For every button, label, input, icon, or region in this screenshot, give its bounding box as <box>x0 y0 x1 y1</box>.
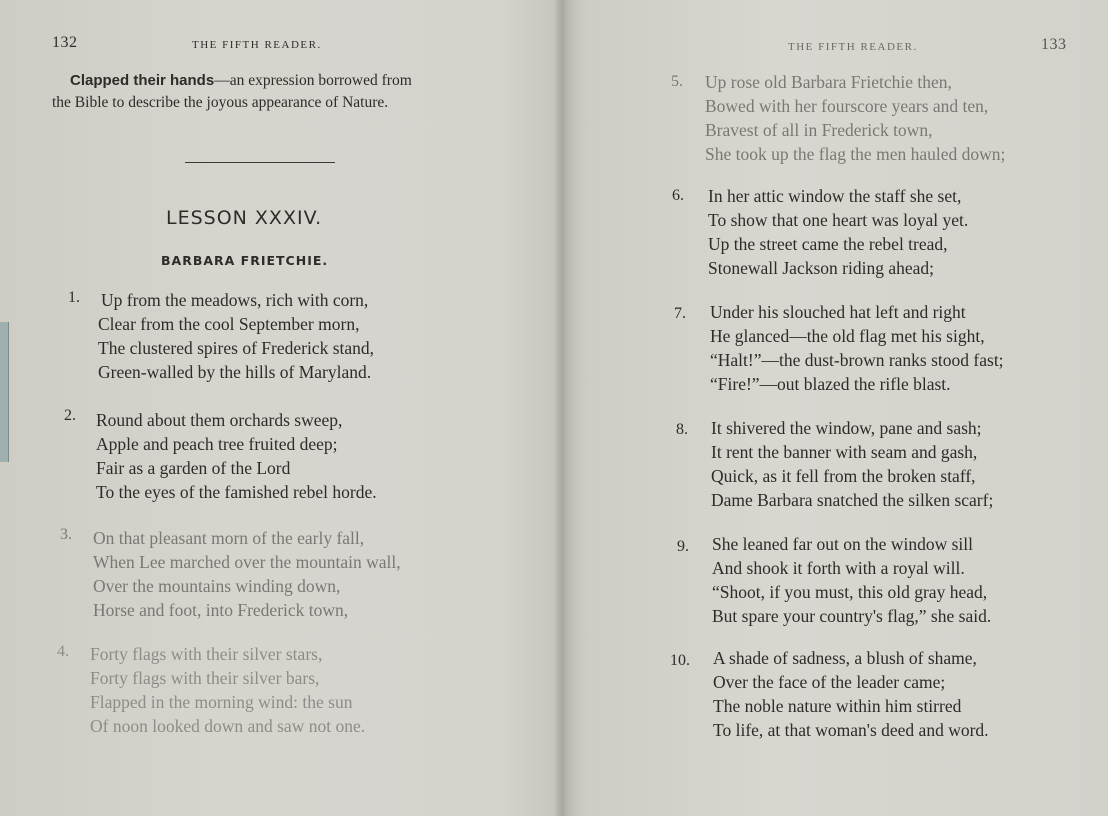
stanza <box>705 70 1005 166</box>
verse-line: Under his slouched hat left and right <box>710 302 966 322</box>
footnote-line <box>52 70 492 92</box>
stanza <box>98 288 374 384</box>
right-page <box>575 0 1108 816</box>
verse-line: Up from the meadows, rich with corn, <box>101 290 369 310</box>
stanza-number: 7. <box>674 305 686 322</box>
verse-line: When Lee marched over the mountain wall, <box>93 552 401 572</box>
verse-line: In her attic window the staff she set, <box>708 186 962 206</box>
verse-line: A shade of sadness, a blush of shame, <box>713 648 977 668</box>
verse-line: Forty flags with their silver stars, <box>90 644 323 664</box>
verse-line: Horse and foot, into Frederick town, <box>93 600 349 620</box>
verse-line: Stonewall Jackson riding ahead; <box>708 258 934 278</box>
verse-line: Apple and peach tree fruited deep; <box>96 434 338 454</box>
verse-line: Fair as a garden of the Lord <box>96 458 291 478</box>
verse-line: The clustered spires of Frederick stand, <box>98 338 375 358</box>
verse-line: She leaned far out on the window sill <box>712 534 973 554</box>
verse-line: Clear from the cool September morn, <box>98 314 360 334</box>
verse-line: Forty flags with their silver bars, <box>90 668 320 688</box>
verse-line: Up the street came the rebel tread, <box>708 234 948 254</box>
verse-line: “Fire!”—out blazed the rifle blast. <box>710 374 951 394</box>
verse-line: He glanced—the old flag met his sight, <box>710 326 985 346</box>
verse-line: Of noon looked down and saw not one. <box>90 716 366 736</box>
stanza <box>711 416 993 512</box>
stanza <box>708 184 968 280</box>
verse-line: Bowed with her fourscore years and ten, <box>705 96 989 116</box>
verse-line: Over the face of the leader came; <box>713 672 946 692</box>
verse-line: Dame Barbara snatched the silken scarf; <box>711 490 994 510</box>
stanza <box>712 532 991 628</box>
verse-line: Green-walled by the hills of Maryland. <box>98 362 372 382</box>
footnote-term: Clapped their hands <box>70 72 215 89</box>
book-gutter <box>553 0 575 816</box>
running-head: THE FIFTH READER. <box>192 39 322 51</box>
verse-line: Over the mountains winding down, <box>93 576 341 596</box>
running-head: THE FIFTH READER. <box>788 41 918 53</box>
verse-line: Up rose old Barbara Frietchie then, <box>705 72 952 92</box>
stanza-number: 4. <box>57 643 69 660</box>
stanza-number: 9. <box>677 538 689 555</box>
stanza-number: 10. <box>670 652 690 669</box>
stanza <box>93 526 401 622</box>
verse-line: “Shoot, if you must, this old gray head, <box>712 582 988 602</box>
lesson-heading: LESSON XXXIV. <box>166 207 323 229</box>
verse-line: Bravest of all in Frederick town, <box>705 120 933 140</box>
verse-line: And shook it forth with a royal will. <box>712 558 965 578</box>
verse-line: On that pleasant morn of the early fall, <box>93 528 365 548</box>
verse-line: Round about them orchards sweep, <box>96 410 343 430</box>
verse-line: But spare your country's flag,” she said. <box>712 606 992 626</box>
stanza-number: 3. <box>60 526 72 543</box>
poem-title: BARBARA FRIETCHIE. <box>161 253 329 268</box>
verse-line: The noble nature within him stirred <box>713 696 962 716</box>
verse-line: To the eyes of the famished rebel horde. <box>96 482 377 502</box>
stanza-number: 6. <box>672 187 684 204</box>
verse-line: It shivered the window, pane and sash; <box>711 418 982 438</box>
section-divider <box>185 162 335 163</box>
footnote <box>52 70 492 114</box>
stanza <box>96 408 377 504</box>
page-number: 133 <box>1041 36 1067 53</box>
left-page <box>0 0 553 816</box>
stanza <box>90 642 365 738</box>
stanza <box>710 300 1004 396</box>
page-number: 132 <box>52 34 78 51</box>
verse-line: To show that one heart was loyal yet. <box>708 210 969 230</box>
stanza <box>713 646 989 742</box>
stanza-number: 5. <box>671 73 683 90</box>
footnote-text: —an expression borrowed from <box>214 72 412 89</box>
stanza-number: 8. <box>676 421 688 438</box>
verse-line: She took up the flag the men hauled down; <box>705 144 1006 164</box>
verse-line: “Halt!”—the dust-brown ranks stood fast; <box>710 350 1004 370</box>
verse-line: It rent the banner with seam and gash, <box>711 442 978 462</box>
verse-line: Quick, as it fell from the broken staff, <box>711 466 976 486</box>
stanza-number: 2. <box>64 407 76 424</box>
verse-line: To life, at that woman's deed and word. <box>713 720 989 740</box>
stanza-number: 1. <box>68 289 80 306</box>
footnote-line: the Bible to describe the joyous appearance of Nature. <box>52 94 389 111</box>
verse-line: Flapped in the morning wind: the sun <box>90 692 353 712</box>
